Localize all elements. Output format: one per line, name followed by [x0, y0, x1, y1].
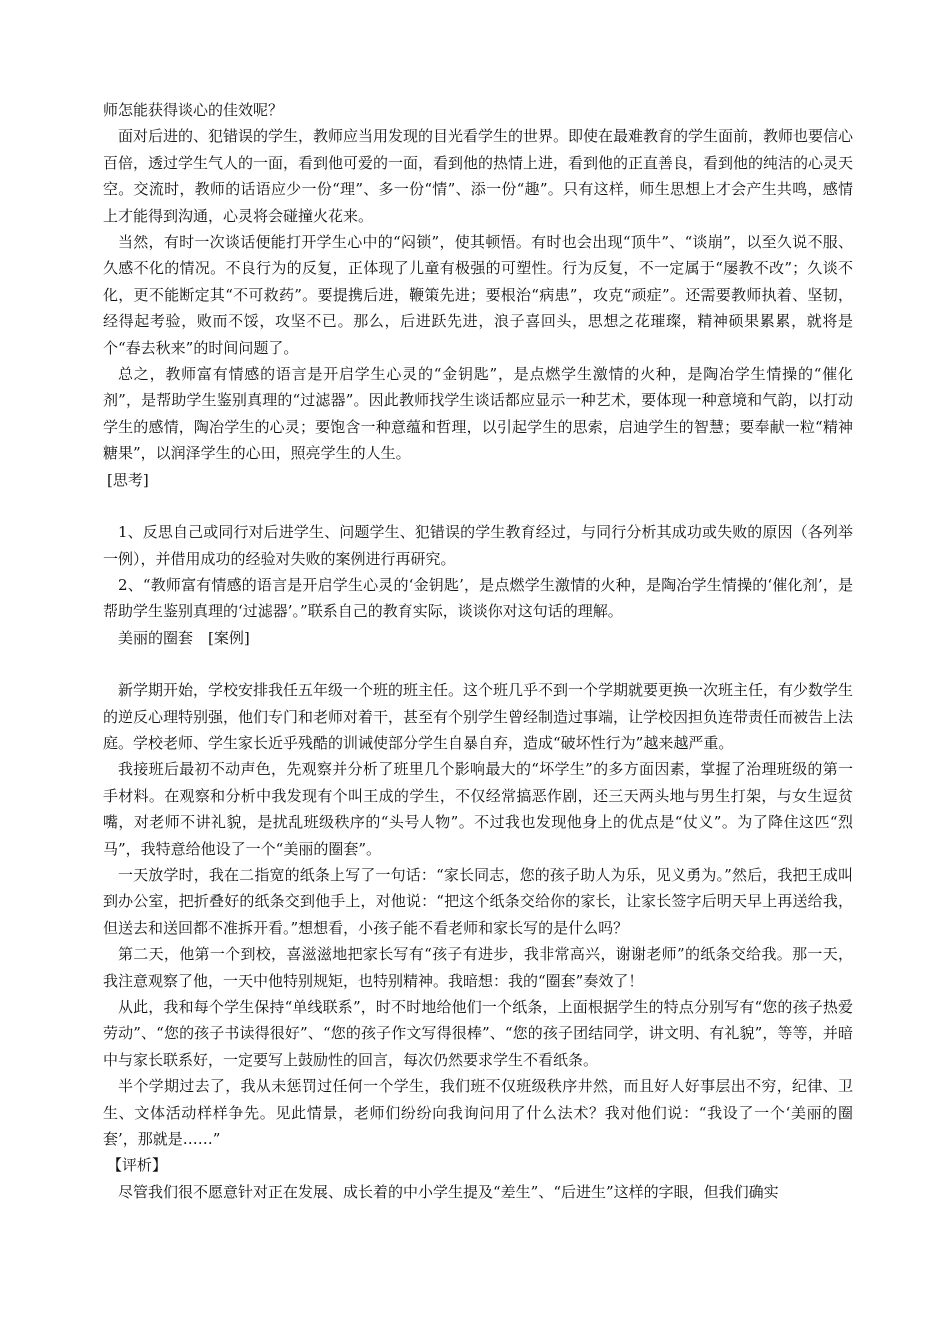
review-heading: 【评析】: [107, 1156, 168, 1175]
review-first-line: 尽管我们很不愿意针对正在发展、成长着的中小学生提及“差生”、“后进生”这样的字眼，但我们确实: [118, 1182, 779, 1201]
case-paragraph: 第二天，他第一个到校，喜滋滋地把家长写有“孩子有进步，我非常高兴，谢谢老师”的纸条交给我。那一天，我注意观察了他，一天中他特别规矩，也特别精神。我暗想：我的“圈套”奏效了！: [103, 945, 853, 990]
case-paragraph: 半个学期过去了，我从未惩罚过任何一个学生，我们班不仅班级秩序井然，而且好人好事层出不穷，纪律、卫生、文体活动样样争先。见此情景，老师们纷纷向我询问用了什么法术？我对他们说：“我设了一个‘美丽的圈套’，那就是……”: [103, 1077, 853, 1149]
document-page: [103, 97, 853, 1205]
case-paragraph: 我接班后最初不动声色，先观察并分析了班里几个影响最大的“坏学生”的多方面因素，掌握了治理班级的第一手材料。在观察和分析中我发现有个叫王成的学生，不仅经常搞恶作剧，还三天两头地与男生打架，与女生逗贫嘴，对老师不讲礼貌，是扰乱班级秩序的“头号人物”。不过我也发现他身上的优点是“仗义”。为了降住这匹“烈马”，我特意给他设了一个“美丽的圈套”。: [103, 760, 853, 858]
essay-paragraph: 面对后进的、犯错误的学生，教师应当用发现的目光看学生的世界。即使在最难教育的学生面前，教师也要信心百倍，透过学生气人的一面，看到他可爱的一面，看到他的热情上进，看到他的正直善良，看到他的纯洁的心灵天空。交流时，教师的话语应少一份“理”、多一份“情”、添一份“趣”。只有这样，师生思想上才会产生共鸣，感情上才能得到沟通，心灵将会碰撞火花来。: [103, 127, 854, 225]
think-item: 2、“教师富有情感的语言是开启学生心灵的‘金钥匙’，是点燃学生激情的火种，是陶冶学生情操的‘催化剂’，是帮助学生鉴别真理的‘过滤器’。”联系自己的教育实际，谈谈你对这句话的理解。: [103, 575, 853, 621]
case-heading: 美丽的圈套 [案例]: [118, 628, 250, 647]
opening-line: 师怎能获得谈心的佳效呢？: [103, 101, 284, 119]
essay-paragraph: 总之，教师富有情感的语言是开启学生心灵的“金钥匙”，是点燃学生激情的火种，是陶冶学生情操的“催化剂”，是帮助学生鉴别真理的“过滤器”。因此教师找学生谈话都应显示一种艺术，要体现一种意境和气韵，以打动学生的感情，陶冶学生的心灵；要饱含一种意蕴和哲理，以引起学生的思索，启迪学生的智慧；要奉献一粒“精神糖果”，以润泽学生的心田，照亮学生的人生。: [103, 365, 853, 463]
case-paragraph: 新学期开始，学校安排我任五年级一个班的班主任。这个班几乎不到一个学期就要更换一次班主任，有少数学生的逆反心理特别强，他们专门和老师对着干，甚至有个别学生曾经制造过事端，让学校因担负连带责任而被告上法庭。学校老师、学生家长近乎残酷的训诫使部分学生自暴自弃，造成“破坏性行为”越来越严重。: [103, 681, 854, 752]
think-item: 1、反思自己或同行对后进学生、问题学生、犯错误的学生教育经过，与同行分析其成功或失败的原因（各列举一例），并借用成功的经验对失败的案例进行再研究。: [103, 523, 853, 568]
think-heading: [思考]: [107, 470, 149, 489]
essay-paragraph: 当然，有时一次谈话便能打开学生心中的“闷锁”，使其顿悟。有时也会出现“顶牛”、“谈崩”，以至久说不服、久感不化的情况。不良行为的反复，正体现了儿童有极强的可塑性。行为反复，不一定属于“屡教不改”；久谈不化，更不能断定其“不可救药”。要提携后进，鞭策先进；要根治“病患”，攻克“顽症”。还需要教师执着、坚韧，经得起考验，败而不馁，攻坚不已。那么，后进跃先进，浪子喜回头，思想之花璀璨，精神硕果累累，就将是个“春去秋来”的时间问题了。: [103, 233, 853, 357]
case-paragraph: 从此，我和每个学生保持“单线联系”，时不时地给他们一个纸条，上面根据学生的特点分别写有“您的孩子热爱劳动”、“您的孩子书读得很好”、“您的孩子作文写得很棒”、“您的孩子团结同学，讲文明、有礼貌”，等等，并暗中与家长联系好，一定要写上鼓励性的回言，每次仍然要求学生不看纸条。: [103, 998, 853, 1069]
case-paragraph: 一天放学时，我在二指宽的纸条上写了一句话：“家长同志，您的孩子助人为乐，见义勇为。”然后，我把王成叫到办公室，把折叠好的纸条交到他手上，对他说：“把这个纸条交给你的家长，让家长签字后明天早上再送给我，但送去和送回都不准拆开看。”想想看，小孩子能不看老师和家长写的是什么吗？: [103, 865, 853, 937]
